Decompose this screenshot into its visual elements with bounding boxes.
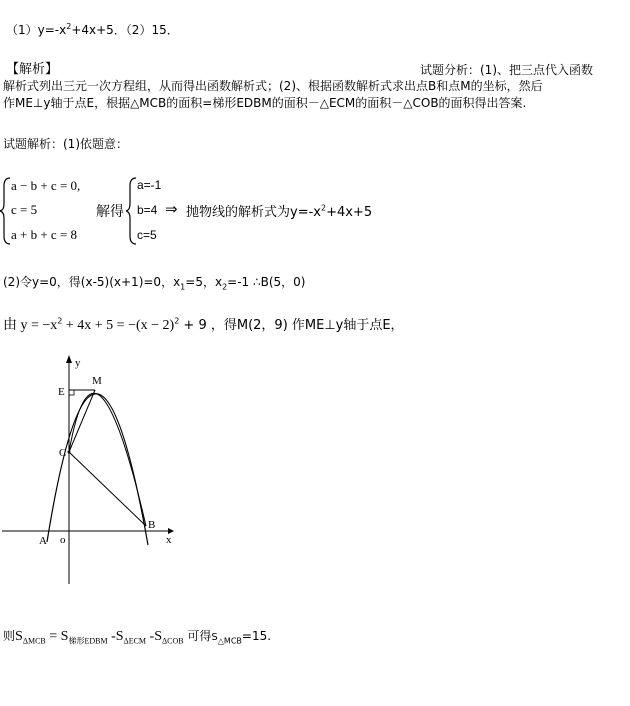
- result-a: a=-1: [137, 178, 162, 192]
- solve-word: 解得: [96, 204, 124, 220]
- final-s5: S: [211, 632, 218, 643]
- y-axis-arrow-icon: [66, 355, 72, 363]
- final-sub-1: ΔMCB: [22, 636, 46, 646]
- parabola-curve: [47, 394, 148, 545]
- label-e: E: [58, 386, 65, 398]
- right-angle-mark-icon: [69, 390, 74, 395]
- parabola-curve-inner: [69, 393, 146, 526]
- label-a: A: [39, 535, 47, 547]
- step-3-sup-2: 2: [174, 316, 180, 326]
- final-line: [3, 628, 271, 646]
- final-sub-4: ΔCOB: [162, 636, 184, 646]
- analysis-tag: 【解析】: [6, 62, 59, 77]
- label-c: C: [59, 447, 67, 459]
- segment-cm: [69, 390, 95, 452]
- parabola-result-tail: +4x+5: [326, 205, 373, 220]
- step-2: [3, 274, 306, 290]
- point-c: [68, 451, 71, 454]
- step-2-sub-1: 1: [180, 282, 186, 292]
- label-y: y: [75, 357, 81, 369]
- analysis-line-3: 作ME⊥y轴于点E，根据△MCB的面积=梯形EDBM的面积－△ECM的面积－△COB的面积得出答案.: [3, 96, 527, 110]
- label-o: o: [60, 534, 66, 546]
- final-eq: =: [45, 629, 61, 644]
- result-b: b=4: [137, 203, 158, 217]
- analysis-intro: 试题分析：(1)、把三点代入函数: [420, 63, 593, 77]
- final-minus-2: -: [146, 629, 155, 644]
- parabola-result: [186, 201, 372, 220]
- step-3-c: + 9 ，得M(2，9) 作ME⊥y轴于点E，: [179, 318, 404, 333]
- step-3-sup-1: 2: [57, 316, 63, 326]
- final-sub-5: △MCB: [217, 636, 242, 646]
- final-minus-1: -: [107, 629, 116, 644]
- step-2-sub-2: 2: [222, 282, 228, 292]
- answer-exponent: 2: [66, 22, 72, 31]
- implies-arrow: ⇒: [165, 200, 178, 218]
- final-tail: 可得: [183, 629, 212, 643]
- solution-intro: 试题解析：(1)依题意：: [3, 137, 128, 151]
- final-sub-2: 梯形EDBM: [68, 636, 108, 646]
- final-sub-3: ΔECM: [123, 636, 147, 646]
- final-s4: S: [154, 629, 162, 644]
- equation-2: c = 5: [11, 202, 38, 217]
- step-2-c: =-1 ∴B(5，0): [227, 275, 306, 289]
- answer-line: [6, 22, 179, 38]
- equation-1: a − b + c = 0,: [11, 178, 81, 193]
- answer-part-2: +4x+5．（2）15．: [71, 23, 179, 37]
- equation-3: a + b + c = 8: [11, 227, 78, 242]
- final-s1: S: [15, 629, 23, 644]
- segment-cb: [69, 452, 146, 526]
- parabola-result-text: 抛物线的解析式为y=-x: [186, 205, 321, 220]
- step-3-b: + 4x + 5 = −(x − 2): [62, 318, 175, 333]
- final-pre: 则: [3, 629, 16, 643]
- step-2-b: =5，x: [185, 275, 223, 289]
- final-s2: S: [60, 629, 69, 644]
- final-s3: S: [115, 629, 124, 644]
- label-m: M: [92, 375, 102, 387]
- final-value: =15.: [241, 629, 272, 643]
- analysis-line-2: 解析式列出三元一次方程组，从而得出函数解析式；(2)、根据函数解析式求出点B和点M的坐标，然后: [3, 79, 543, 93]
- result-c: c=5: [137, 228, 157, 242]
- parabola-result-exponent: 2: [320, 203, 327, 213]
- label-x: x: [166, 534, 172, 546]
- parabola-graph: [0, 350, 200, 590]
- step-3: [3, 318, 404, 334]
- step-2-a: (2)令y=0，得(x-5)(x+1)=0，x: [3, 275, 181, 289]
- step-3-a: 由 y = −x: [3, 318, 58, 333]
- label-b: B: [148, 519, 156, 531]
- answer-part-1: （1）y=-x: [6, 23, 67, 37]
